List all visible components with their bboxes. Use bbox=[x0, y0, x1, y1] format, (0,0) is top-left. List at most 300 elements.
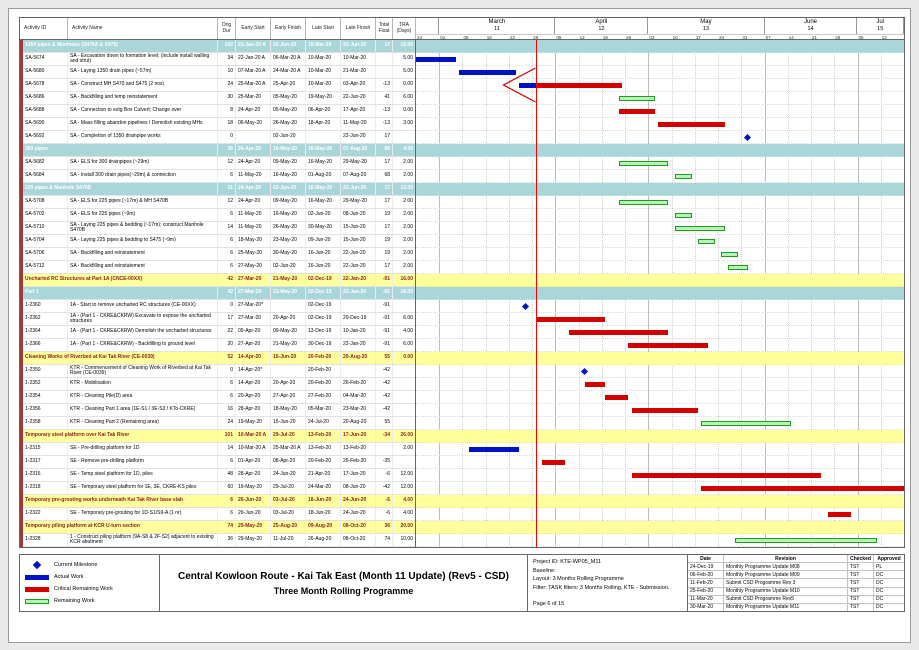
early-finish bbox=[271, 300, 306, 312]
revision-column-header: Date bbox=[688, 555, 724, 562]
tra-days: 2.00 bbox=[393, 248, 415, 260]
activity-id: SA-5680 bbox=[20, 66, 68, 78]
late-start: 02-Dec-19 bbox=[306, 274, 341, 286]
month-number: 14 bbox=[807, 26, 814, 32]
activity-name: SE - Remove pre-drilling platform bbox=[68, 456, 218, 468]
tra-days: 4.00 bbox=[393, 144, 415, 156]
table-row bbox=[20, 261, 415, 274]
total-float: 68 bbox=[376, 144, 393, 156]
late-start: 09-Aug-20 bbox=[306, 521, 341, 533]
activity-name: SA - Backfilling and reinstatement bbox=[68, 248, 218, 260]
activity-id: SA-5712 bbox=[20, 261, 68, 273]
section-row bbox=[20, 495, 415, 508]
tra-days: 3.00 bbox=[393, 118, 415, 130]
total-float: -6 bbox=[376, 508, 393, 520]
milestone-marker bbox=[744, 133, 751, 140]
total-float: -35 bbox=[376, 456, 393, 468]
late-start: 26-Aug-20 bbox=[306, 534, 341, 546]
activity-id: SA-5692 bbox=[20, 131, 68, 143]
orig-dur: 6 bbox=[218, 170, 236, 182]
late-finish bbox=[341, 365, 376, 377]
critical-legend-icon bbox=[25, 587, 49, 592]
total-float: -42 bbox=[376, 391, 393, 403]
activity-name: SA - Mass filling abandon pipelines / Demolish existing MHs bbox=[68, 118, 218, 130]
info-box bbox=[528, 555, 688, 611]
month-cell bbox=[416, 18, 439, 34]
tra-days bbox=[393, 456, 415, 468]
early-start: 29-May-20 bbox=[236, 521, 271, 533]
late-finish: 24-Jun-20 bbox=[341, 508, 376, 520]
revision-cell: Monthly Programme Update M08 bbox=[724, 563, 848, 570]
section-name: Temporary steel platform over Kai Tak River bbox=[20, 430, 218, 442]
section-name: 1350 pipes & Manholes (S476A & S475) bbox=[20, 40, 218, 52]
early-finish: 16-May-20 bbox=[271, 144, 306, 156]
early-start: 26-Jun-20 bbox=[236, 495, 271, 507]
late-finish: 22-Jan-20 bbox=[341, 339, 376, 351]
section-name: Temporary piling platform at KCR U-turn section bbox=[20, 521, 218, 533]
gantt-bar-remaining bbox=[675, 174, 692, 179]
table-row bbox=[20, 170, 415, 183]
total-float: -91 bbox=[376, 274, 393, 286]
late-start: 16-May-20 bbox=[306, 144, 341, 156]
section-row bbox=[20, 287, 415, 300]
orig-dur: 60 bbox=[218, 482, 236, 494]
gantt-bar-remaining bbox=[675, 226, 725, 231]
title-box bbox=[160, 555, 528, 611]
late-start: 18-Jun-20 bbox=[306, 495, 341, 507]
early-start: 10-Mar-20 A bbox=[236, 430, 271, 442]
early-finish: 29-Jul-20 bbox=[271, 430, 306, 442]
week-tick: 24 bbox=[719, 35, 725, 40]
late-start: 20-Feb-20 bbox=[306, 378, 341, 390]
revision-cell: TST bbox=[848, 588, 874, 595]
revision-cell: 11-Feb-20 bbox=[688, 579, 724, 586]
gantt-bar-remaining bbox=[619, 161, 669, 166]
total-float: -13 bbox=[376, 118, 393, 130]
tra-days: 5.00 bbox=[393, 53, 415, 65]
activity-id: 1-2352 bbox=[20, 378, 68, 390]
late-start: 24-Mar-20 bbox=[306, 482, 341, 494]
early-start: 25-May-20 bbox=[236, 248, 271, 260]
gantt-bar-remaining bbox=[619, 96, 656, 101]
info-line: Layout: 3 Months Rolling Programme bbox=[533, 576, 624, 582]
late-start: 02-Dec-19 bbox=[306, 287, 341, 299]
late-start: 06-Apr-20 bbox=[306, 105, 341, 117]
tra-days: 2.00 bbox=[393, 209, 415, 221]
tra-days: 6.00 bbox=[393, 313, 415, 325]
legend-label: Actual Work bbox=[54, 574, 84, 580]
orig-dur: 6 bbox=[218, 495, 236, 507]
late-start: 18-Apr-20 bbox=[306, 118, 341, 130]
late-finish: 13-Feb-20 bbox=[341, 443, 376, 455]
chart-row bbox=[416, 157, 904, 170]
chart-row bbox=[416, 443, 904, 456]
section-row bbox=[20, 521, 415, 534]
month-label bbox=[416, 18, 438, 26]
activity-id: 1-2350 bbox=[20, 365, 68, 377]
table-row bbox=[20, 404, 415, 417]
total-float: 17 bbox=[376, 157, 393, 169]
chart-row bbox=[416, 235, 904, 248]
week-tick: 15 bbox=[486, 35, 492, 40]
late-start: 30-May-20 bbox=[306, 222, 341, 234]
section-band bbox=[416, 183, 904, 196]
early-finish: 27-Apr-20 bbox=[271, 391, 306, 403]
chart-row bbox=[416, 92, 904, 105]
early-finish: 25-Mar-20 A bbox=[271, 443, 306, 455]
early-start: 14-Apr-20 bbox=[236, 352, 271, 364]
activity-id: 1-2358 bbox=[20, 417, 68, 429]
revision-row bbox=[688, 588, 904, 596]
orig-dur: 42 bbox=[218, 274, 236, 286]
section-name: Part 1 bbox=[20, 287, 218, 299]
revision-row bbox=[688, 563, 904, 571]
early-start: 28-Apr-20 bbox=[236, 469, 271, 481]
tra-days: 2.00 bbox=[393, 261, 415, 273]
tra-days bbox=[393, 391, 415, 403]
table-row bbox=[20, 534, 415, 547]
early-start: 18-May-20 bbox=[236, 235, 271, 247]
revision-cell: TST bbox=[848, 604, 874, 611]
table-row bbox=[20, 482, 415, 495]
chart-row bbox=[416, 339, 904, 352]
chart-row bbox=[416, 222, 904, 235]
legend-item bbox=[25, 574, 154, 580]
early-start: 24-Apr-20 bbox=[236, 157, 271, 169]
chart-row bbox=[416, 417, 904, 430]
month-cell bbox=[648, 18, 764, 34]
chart-row bbox=[416, 378, 904, 391]
week-tick: 21 bbox=[812, 35, 818, 40]
early-start: 22-Jan-20 A bbox=[236, 40, 271, 52]
late-start: 01-Aug-20 bbox=[306, 170, 341, 182]
late-start: 13-Dec-19 bbox=[306, 326, 341, 338]
tra-days: 0.00 bbox=[393, 79, 415, 91]
chart-row bbox=[416, 53, 904, 66]
late-start: 27-Feb-20 bbox=[306, 391, 341, 403]
table-row bbox=[20, 157, 415, 170]
activity-id: 1-2328 bbox=[20, 534, 68, 546]
late-start: 24-Jul-20 bbox=[306, 417, 341, 429]
total-float: 74 bbox=[376, 534, 393, 546]
table-row bbox=[20, 131, 415, 144]
early-finish: 15-Jun-20 bbox=[271, 352, 306, 364]
activity-name: SA - Excavation down to formation level; (include install walling and strut) bbox=[68, 53, 218, 65]
column-header: Early Start bbox=[236, 18, 271, 39]
early-finish: 09-May-20 bbox=[271, 157, 306, 169]
late-start: 16-Jun-20 bbox=[306, 248, 341, 260]
late-finish: 08-Oct-20 bbox=[341, 534, 376, 546]
total-float: 17 bbox=[376, 131, 393, 143]
late-start: 13-Feb-20 bbox=[306, 443, 341, 455]
early-finish: 16-May-20 bbox=[271, 170, 306, 182]
tra-days: 4.00 bbox=[393, 495, 415, 507]
table-row bbox=[20, 313, 415, 326]
chart-row bbox=[416, 508, 904, 521]
orig-dur: 16 bbox=[218, 144, 236, 156]
early-finish: 15-Jun-20 bbox=[271, 417, 306, 429]
table-row bbox=[20, 105, 415, 118]
chart-row bbox=[416, 365, 904, 378]
revision-row bbox=[688, 579, 904, 587]
early-start: 14-Apr-20 bbox=[236, 378, 271, 390]
table-row bbox=[20, 222, 415, 235]
activity-name: SA - Laying 225 pipes & bedding to S475 (~9m) bbox=[68, 235, 218, 247]
late-start: 09-Jun-20 bbox=[306, 235, 341, 247]
chart-row bbox=[416, 209, 904, 222]
revision-cell: 06-Feb-20 bbox=[688, 571, 724, 578]
chart-row bbox=[416, 534, 904, 547]
tra-days: 12.00 bbox=[393, 469, 415, 481]
activity-id: SA-5678 bbox=[20, 79, 68, 91]
orig-dur: 22 bbox=[218, 326, 236, 338]
late-finish: 29-May-20 bbox=[341, 196, 376, 208]
legend-item bbox=[25, 586, 154, 592]
revision-cell: Monthly Programme Update M11 bbox=[724, 604, 848, 611]
early-start: 27-Apr-20 bbox=[236, 339, 271, 351]
activity-name: SA - Laying 225 pipes & bedding (~17m); construct Manhole S470B bbox=[68, 222, 218, 234]
orig-dur: 6 bbox=[218, 248, 236, 260]
week-tick: 17 bbox=[695, 35, 701, 40]
table-row bbox=[20, 469, 415, 482]
late-finish: 23-Mar-20 bbox=[341, 404, 376, 416]
column-header: Late Finish bbox=[341, 18, 376, 39]
tra-days: 4.00 bbox=[393, 326, 415, 338]
orig-dur: 6 bbox=[218, 235, 236, 247]
activity-name: SE - Pre-drilling platform for 1D bbox=[68, 443, 218, 455]
section-band bbox=[416, 40, 904, 53]
revision-cell: 30-Mar-20 bbox=[688, 604, 724, 611]
activity-id: SA-5682 bbox=[20, 157, 68, 169]
gantt-bar-actual bbox=[469, 447, 519, 452]
activity-name: 1A - (Part 1 - CKRE&CKRW) - Backfilling to ground level bbox=[68, 339, 218, 351]
table-row bbox=[20, 79, 415, 92]
early-finish bbox=[271, 365, 306, 377]
chart-row bbox=[416, 66, 904, 79]
early-start: 25-Mar-20 A bbox=[236, 79, 271, 91]
tra-days: 6.00 bbox=[393, 92, 415, 104]
revision-cell: TST bbox=[848, 571, 874, 578]
late-finish: 20-Aug-20 bbox=[341, 352, 376, 364]
revision-row bbox=[688, 571, 904, 579]
timeline-header bbox=[416, 18, 904, 40]
revision-cell: Submit CSD Programme Rev5 bbox=[724, 596, 848, 603]
orig-dur: 52 bbox=[218, 352, 236, 364]
section-row bbox=[20, 430, 415, 443]
info-line: Filter: TASK filters: 3 Months Rolling, KTE - Submission. bbox=[533, 584, 670, 591]
schedule-page bbox=[8, 8, 911, 643]
activity-name: 1A - Start to remove uncharted RC structures (CE-00XX) bbox=[68, 300, 218, 312]
tra-days: 12.00 bbox=[393, 183, 415, 195]
orig-dur: 0 bbox=[218, 131, 236, 143]
activity-name: SA - Laying 1350 drain pipes (~57m) bbox=[68, 66, 218, 78]
total-float: 19 bbox=[376, 209, 393, 221]
milestone-marker bbox=[522, 302, 529, 309]
activity-name: KTR - Commencement of Cleaning Work of Riverbed at Kai Tak River (CE-0039) bbox=[68, 365, 218, 377]
column-header: Total Float bbox=[376, 18, 393, 39]
legend-item bbox=[25, 598, 154, 604]
revision-cell: 25-Feb-20 bbox=[688, 588, 724, 595]
early-finish: 21-May-20 bbox=[271, 274, 306, 286]
month-cell bbox=[765, 18, 858, 34]
orig-dur: 30 bbox=[218, 92, 236, 104]
gantt-bar-remaining bbox=[675, 213, 692, 218]
late-finish: 26-Feb-20 bbox=[341, 378, 376, 390]
revision-cell: DC bbox=[876, 571, 884, 578]
tra-days: 16.00 bbox=[393, 274, 415, 286]
activity-id: 1-2322 bbox=[20, 508, 68, 520]
table-row bbox=[20, 92, 415, 105]
table-row bbox=[20, 196, 415, 209]
activity-name: 1A - (Part 1 - CKRE&CKRW) Demolish the uncharted structures bbox=[68, 326, 218, 338]
late-start: 05-Mar-20 bbox=[306, 404, 341, 416]
activity-id: 1-2317 bbox=[20, 456, 68, 468]
late-finish: 08-Jun-20 bbox=[341, 209, 376, 221]
tra-days: 2.00 bbox=[393, 196, 415, 208]
late-finish: 22-Jun-20 bbox=[341, 131, 376, 143]
gantt-bar-critical bbox=[536, 317, 606, 322]
left-group-band bbox=[20, 40, 23, 547]
activity-name: SE - Temp steel platform for 1D, piles bbox=[68, 469, 218, 481]
table-row bbox=[20, 365, 415, 378]
activity-name: KTR - Cleaning Part 2 (Remaining area) bbox=[68, 417, 218, 429]
early-finish: 25-Aug-20 bbox=[271, 521, 306, 533]
gantt-bar-critical bbox=[585, 382, 605, 387]
early-finish: 09-May-20 bbox=[271, 326, 306, 338]
activity-id: 1-2316 bbox=[20, 469, 68, 481]
orig-dur: 31 bbox=[218, 183, 236, 195]
tra-days bbox=[393, 131, 415, 143]
section-name: Cleaning Works of Riverbed at Kai Tak River (CE-0039) bbox=[20, 352, 218, 364]
total-float: -91 bbox=[376, 287, 393, 299]
activity-id: SA-5708 bbox=[20, 196, 68, 208]
early-finish: 02-Jun-20 bbox=[271, 40, 306, 52]
section-name: 225 pipes & Manhole S470B bbox=[20, 183, 218, 195]
chart-body bbox=[416, 40, 904, 547]
total-float: -42 bbox=[376, 404, 393, 416]
total-float: 55 bbox=[376, 417, 393, 429]
legend-label: Current Milestone bbox=[54, 562, 98, 568]
tra-days: 2.00 bbox=[393, 222, 415, 234]
actual-legend-icon bbox=[25, 575, 49, 580]
gantt-bar-remaining bbox=[698, 239, 715, 244]
tra-days: 12.00 bbox=[393, 482, 415, 494]
early-finish: 11-Jul-20 bbox=[271, 534, 306, 546]
week-tick: 12 bbox=[579, 35, 585, 40]
late-start: 21-Apr-20 bbox=[306, 469, 341, 481]
tra-days bbox=[393, 365, 415, 377]
gantt-bar-critical bbox=[542, 460, 565, 465]
late-finish: 20-Aug-20 bbox=[341, 417, 376, 429]
activity-id: SA-5704 bbox=[20, 235, 68, 247]
late-finish: 22-Jun-20 bbox=[341, 261, 376, 273]
legend-item bbox=[25, 562, 154, 568]
activity-id: SA-5690 bbox=[20, 118, 68, 130]
activity-name: KTR - Cleaning Part 1 area (1E-S1 / 3E-S3 / KTo-CKRE) bbox=[68, 404, 218, 416]
revision-cell: DC bbox=[876, 579, 884, 586]
total-float: 17 bbox=[376, 222, 393, 234]
column-header: Late Start bbox=[306, 18, 341, 39]
early-start: 11-May-20 bbox=[236, 222, 271, 234]
orig-dur: 42 bbox=[218, 287, 236, 299]
late-start: 10-Mar-20 bbox=[306, 66, 341, 78]
revision-cell: TST bbox=[848, 596, 874, 603]
section-row bbox=[20, 352, 415, 365]
late-finish: 17-Jun-20 bbox=[341, 469, 376, 481]
total-float: -6 bbox=[376, 495, 393, 507]
late-finish: 15-Jun-20 bbox=[341, 222, 376, 234]
page-number: Page 6 of 15 bbox=[533, 601, 565, 607]
activity-name: SA - ELS for 225 pipes (~9m) bbox=[68, 209, 218, 221]
section-band bbox=[416, 144, 904, 157]
gantt-main bbox=[19, 17, 905, 548]
chart-row bbox=[416, 482, 904, 495]
tra-days: 26.00 bbox=[393, 430, 415, 442]
gantt-bar-critical bbox=[536, 83, 622, 88]
early-start: 06-May-20 bbox=[236, 118, 271, 130]
chart-row bbox=[416, 248, 904, 261]
table-row bbox=[20, 209, 415, 222]
column-header: Early Finish bbox=[271, 18, 306, 39]
chart-row bbox=[416, 170, 904, 183]
late-finish: 22-Jun-20 bbox=[341, 40, 376, 52]
orig-dur: 34 bbox=[218, 53, 236, 65]
late-start: 20-Feb-20 bbox=[306, 456, 341, 468]
orig-dur: 102 bbox=[218, 40, 236, 52]
programme-subtitle: Three Month Rolling Programme bbox=[273, 585, 414, 596]
gantt-bar-critical bbox=[828, 512, 851, 517]
tra-days: 2.00 bbox=[393, 157, 415, 169]
late-start: 16-May-20 bbox=[306, 196, 341, 208]
total-float: 68 bbox=[376, 170, 393, 182]
orig-dur: 6 bbox=[218, 456, 236, 468]
chart-row bbox=[416, 456, 904, 469]
activity-id: SA-5702 bbox=[20, 209, 68, 221]
activity-id: 1-2360 bbox=[20, 300, 68, 312]
early-finish: 02-Jun-20 bbox=[271, 131, 306, 143]
late-finish: 26-Feb-20 bbox=[341, 456, 376, 468]
total-float: -42 bbox=[376, 482, 393, 494]
early-finish: 02-Jun-20 bbox=[271, 261, 306, 273]
chart-row bbox=[416, 261, 904, 274]
early-start: 19-May-20 bbox=[236, 482, 271, 494]
orig-dur: 17 bbox=[218, 313, 236, 325]
gantt-bar-critical bbox=[569, 330, 669, 335]
milestone-legend-icon bbox=[33, 561, 41, 569]
total-float bbox=[376, 66, 393, 78]
week-tick: 14 bbox=[788, 35, 794, 40]
late-finish: 29-May-20 bbox=[341, 157, 376, 169]
late-finish: 24-Jun-20 bbox=[341, 495, 376, 507]
legend-label: Remaining Work bbox=[54, 598, 95, 604]
month-number bbox=[416, 26, 438, 34]
activity-id: 1-2356 bbox=[20, 404, 68, 416]
month-label: June bbox=[804, 19, 818, 25]
gantt-bar-critical bbox=[701, 486, 904, 491]
early-finish: 09-May-20 bbox=[271, 196, 306, 208]
column-header: Activity ID bbox=[20, 18, 68, 39]
early-finish: 02-Jun-20 bbox=[271, 183, 306, 195]
early-finish: 20-Apr-20 bbox=[271, 313, 306, 325]
early-start: 27-Mar-20* bbox=[236, 300, 271, 312]
tra-days: 2.00 bbox=[393, 443, 415, 455]
week-tick: 08 bbox=[463, 35, 469, 40]
activity-id: 1-2362 bbox=[20, 313, 68, 325]
late-start: 10-Mar-20 bbox=[306, 79, 341, 91]
total-float: 17 bbox=[376, 40, 393, 52]
revision-cell: DC bbox=[876, 596, 884, 603]
section-name: Temporary pre-grouting works underneath Kai Tak River base slab bbox=[20, 495, 218, 507]
